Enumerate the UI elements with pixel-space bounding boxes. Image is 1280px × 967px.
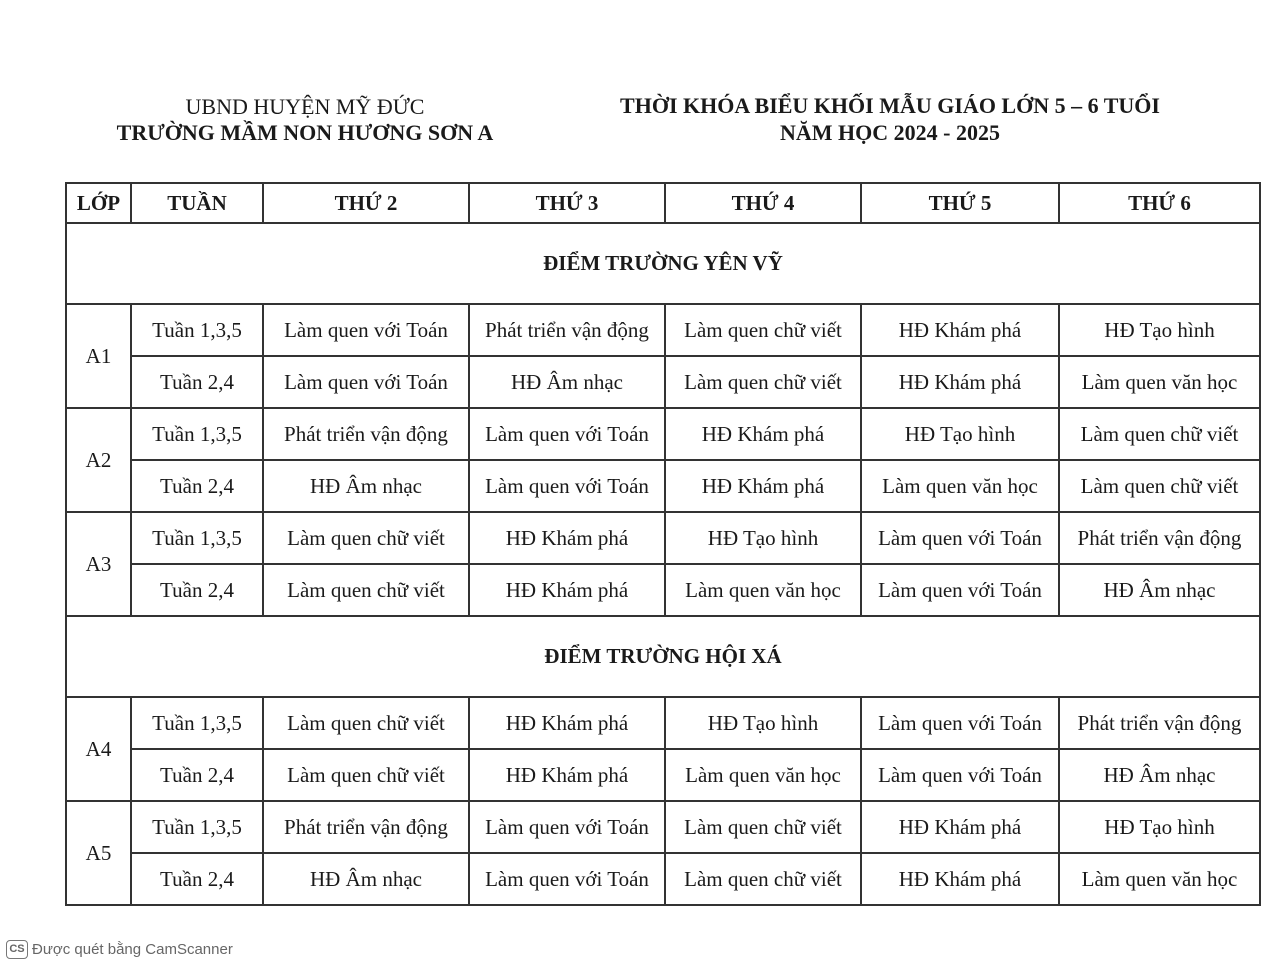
activity-cell: HĐ Khám phá: [861, 356, 1059, 408]
header-row: [66, 183, 1260, 223]
table-row: [66, 564, 1260, 616]
section-row: [66, 223, 1260, 304]
column-header: THỨ 3: [469, 183, 665, 223]
activity-cell: HĐ Âm nhạc: [1059, 749, 1260, 801]
section-title: ĐIỂM TRƯỜNG YÊN VỸ: [66, 223, 1260, 304]
table-row: [66, 304, 1260, 356]
column-header: THỨ 5: [861, 183, 1059, 223]
activity-cell: Phát triển vận động: [1059, 512, 1260, 564]
activity-cell: HĐ Tạo hình: [1059, 801, 1260, 853]
column-header: THỨ 2: [263, 183, 469, 223]
class-name: A5: [66, 801, 131, 905]
activity-cell: HĐ Khám phá: [469, 749, 665, 801]
week-label: Tuần 2,4: [131, 460, 263, 512]
activity-cell: Phát triển vận động: [263, 408, 469, 460]
activity-cell: HĐ Khám phá: [469, 564, 665, 616]
activity-cell: HĐ Khám phá: [665, 408, 861, 460]
activity-cell: Phát triển vận động: [469, 304, 665, 356]
activity-cell: Làm quen chữ viết: [665, 801, 861, 853]
activity-cell: Làm quen với Toán: [263, 304, 469, 356]
activity-cell: Làm quen với Toán: [469, 853, 665, 905]
scanner-watermark: [6, 940, 233, 959]
section-row: [66, 616, 1260, 697]
activity-cell: HĐ Khám phá: [469, 697, 665, 749]
table-row: [66, 460, 1260, 512]
camscanner-logo-icon: CS: [6, 940, 28, 959]
school-header: [95, 94, 515, 146]
table-row: [66, 801, 1260, 853]
activity-cell: Làm quen chữ viết: [263, 749, 469, 801]
section-title: ĐIỂM TRƯỜNG HỘI XÁ: [66, 616, 1260, 697]
activity-cell: Làm quen với Toán: [469, 460, 665, 512]
activity-cell: Làm quen văn học: [1059, 356, 1260, 408]
watermark-text: Được quét bằng CamScanner: [32, 941, 233, 958]
document-title: [590, 92, 1190, 146]
table-row: [66, 512, 1260, 564]
activity-cell: Phát triển vận động: [1059, 697, 1260, 749]
activity-cell: HĐ Khám phá: [861, 304, 1059, 356]
week-label: Tuần 1,3,5: [131, 801, 263, 853]
column-header: LỚP: [66, 183, 131, 223]
activity-cell: HĐ Khám phá: [665, 460, 861, 512]
table-row: [66, 356, 1260, 408]
week-label: Tuần 2,4: [131, 356, 263, 408]
class-name: A1: [66, 304, 131, 408]
activity-cell: Phát triển vận động: [263, 801, 469, 853]
activity-cell: HĐ Khám phá: [861, 853, 1059, 905]
class-name: A3: [66, 512, 131, 616]
activity-cell: HĐ Tạo hình: [1059, 304, 1260, 356]
class-name: A2: [66, 408, 131, 512]
activity-cell: HĐ Khám phá: [469, 512, 665, 564]
activity-cell: Làm quen chữ viết: [665, 304, 861, 356]
title-line: THỜI KHÓA BIỂU KHỐI MẪU GIÁO LỚN 5 – 6 TUỔI: [620, 93, 1160, 118]
table-row: [66, 853, 1260, 905]
activity-cell: Làm quen chữ viết: [263, 697, 469, 749]
column-header: THỨ 4: [665, 183, 861, 223]
activity-cell: HĐ Tạo hình: [861, 408, 1059, 460]
activity-cell: Làm quen với Toán: [469, 408, 665, 460]
activity-cell: Làm quen chữ viết: [665, 853, 861, 905]
activity-cell: Làm quen văn học: [861, 460, 1059, 512]
week-label: Tuần 2,4: [131, 853, 263, 905]
week-label: Tuần 1,3,5: [131, 512, 263, 564]
activity-cell: Làm quen chữ viết: [665, 356, 861, 408]
activity-cell: HĐ Tạo hình: [665, 697, 861, 749]
activity-cell: Làm quen chữ viết: [263, 512, 469, 564]
activity-cell: Làm quen văn học: [665, 564, 861, 616]
column-header: THỨ 6: [1059, 183, 1260, 223]
table-row: [66, 697, 1260, 749]
week-label: Tuần 2,4: [131, 564, 263, 616]
activity-cell: Làm quen với Toán: [263, 356, 469, 408]
activity-cell: Làm quen văn học: [1059, 853, 1260, 905]
school-year: NĂM HỌC 2024 - 2025: [780, 120, 1000, 145]
activity-cell: Làm quen văn học: [665, 749, 861, 801]
week-label: Tuần 2,4: [131, 749, 263, 801]
activity-cell: HĐ Âm nhạc: [263, 460, 469, 512]
activity-cell: Làm quen chữ viết: [263, 564, 469, 616]
activity-cell: Làm quen chữ viết: [1059, 460, 1260, 512]
activity-cell: Làm quen với Toán: [861, 749, 1059, 801]
activity-cell: Làm quen với Toán: [469, 801, 665, 853]
week-label: Tuần 1,3,5: [131, 408, 263, 460]
week-label: Tuần 1,3,5: [131, 304, 263, 356]
class-name: A4: [66, 697, 131, 801]
week-label: Tuần 1,3,5: [131, 697, 263, 749]
table-row: [66, 749, 1260, 801]
activity-cell: Làm quen với Toán: [861, 564, 1059, 616]
activity-cell: Làm quen với Toán: [861, 512, 1059, 564]
activity-cell: HĐ Âm nhạc: [263, 853, 469, 905]
table-row: [66, 408, 1260, 460]
activity-cell: HĐ Khám phá: [861, 801, 1059, 853]
district-name: UBND HUYỆN MỸ ĐỨC: [185, 94, 425, 119]
column-header: TUẦN: [131, 183, 263, 223]
activity-cell: HĐ Tạo hình: [665, 512, 861, 564]
activity-cell: Làm quen với Toán: [861, 697, 1059, 749]
activity-cell: Làm quen chữ viết: [1059, 408, 1260, 460]
school-name: TRƯỜNG MẦM NON HƯƠNG SƠN A: [116, 120, 494, 145]
activity-cell: HĐ Âm nhạc: [469, 356, 665, 408]
activity-cell: HĐ Âm nhạc: [1059, 564, 1260, 616]
timetable: [65, 182, 1261, 906]
